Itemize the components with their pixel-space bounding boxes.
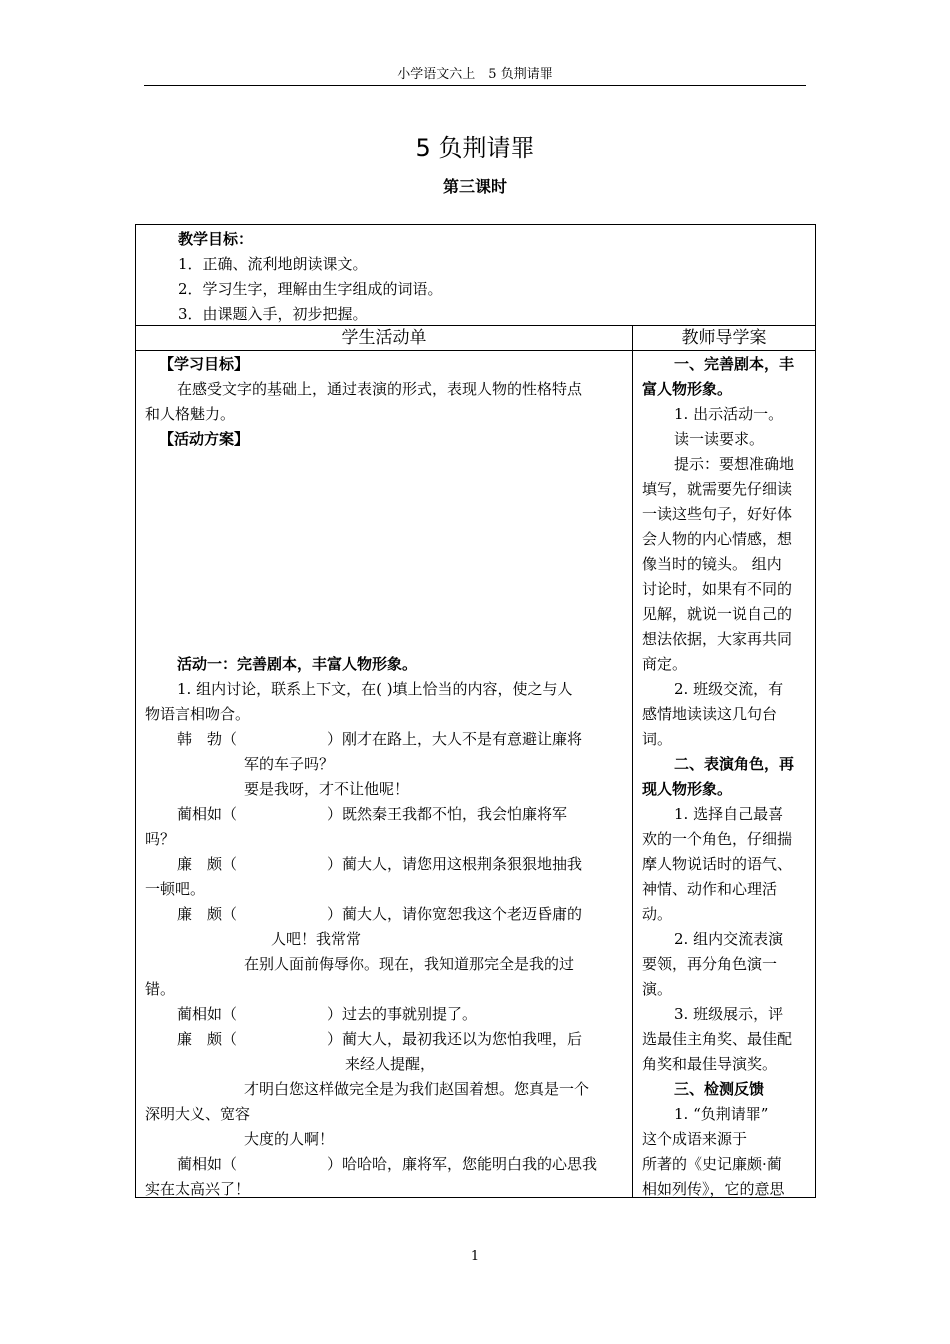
goal-item: 2．学习生字，理解由生字组成的词语。	[178, 280, 443, 298]
section-title: 二、表演角色，再	[674, 755, 795, 773]
guide-text: 2. 班级交流，有	[674, 680, 784, 698]
plan-heading: 【活动方案】	[159, 430, 250, 448]
guide-text: 所著的《史记廉颇·蔺	[642, 1155, 782, 1173]
guide-text: 像当时的镜头。 组内	[642, 555, 782, 573]
script-line: 来经人提醒，	[345, 1055, 436, 1073]
teaching-goals-box	[135, 224, 816, 326]
lesson-subtitle: 第三课时	[442, 177, 507, 196]
guide-text: 读一读要求。	[674, 430, 765, 448]
guide-text: 想法依据，大家再共同	[642, 630, 793, 648]
script-line: 蔺相如（ ）过去的事就别提了。	[177, 1005, 478, 1023]
student-activity-cell	[135, 350, 633, 1198]
guide-text: 一读这些句子，好好体	[642, 505, 793, 523]
guide-text: 会人物的内心情感，想	[642, 530, 793, 548]
lesson-title: 5 负荆请罪	[415, 134, 535, 162]
script-line: 军的车子吗？	[244, 755, 335, 773]
script-line: 韩 勃（ ）刚才在路上，大人不是有意避让廉将	[177, 730, 583, 748]
teacher-guide-cell	[632, 350, 816, 1198]
guide-text: 演。	[642, 980, 673, 998]
script-line: 实在太高兴了！	[145, 1180, 251, 1198]
script-line: 蔺相如（ ）既然秦王我都不怕，我会怕廉将军	[177, 805, 568, 823]
goal-item: 3．由课题入手，初步把握。	[178, 305, 368, 323]
goal-item: 1．正确、流利地朗读课文。	[178, 255, 368, 273]
task-text: 1. 组内讨论，联系上下文，在( )填上恰当的内容，使之与人	[177, 680, 573, 698]
guide-text: 1. 出示活动一。	[674, 405, 784, 423]
guide-text: 摩人物说话时的语气、	[642, 855, 793, 873]
guide-text: 角奖和最佳导演奖。	[642, 1055, 778, 1073]
guide-text: 1. “负荆请罪”	[674, 1105, 769, 1123]
script-line: 廉 颇（ ）蔺大人，请您用这根荆条狠狠地抽我	[177, 855, 583, 873]
page-number: 1	[470, 1249, 480, 1264]
header-rule	[144, 85, 806, 86]
script-line: 大度的人啊！	[244, 1130, 335, 1148]
study-goal-heading: 【学习目标】	[159, 355, 250, 373]
script-line: 错。	[145, 980, 176, 998]
guide-text: 感情地读读这几句台	[642, 705, 778, 723]
guide-text: 讨论时，如果有不同的	[642, 580, 793, 598]
script-line: 廉 颇（ ）蔺大人，请你宽恕我这个老迈昏庸的	[177, 905, 583, 923]
guide-text: 词。	[642, 730, 673, 748]
guide-text: 欢的一个角色，仔细揣	[642, 830, 793, 848]
guide-text: 要领，再分角色演一	[642, 955, 778, 973]
column-header-student: 学生活动单	[135, 325, 633, 351]
goals-heading: 教学目标：	[178, 230, 254, 248]
guide-text: 商定。	[642, 655, 688, 673]
script-line: 深明大义、宽容	[145, 1105, 251, 1123]
task-text: 物语言相吻合。	[145, 705, 251, 723]
activity1-heading: 活动一：完善剧本，丰富人物形象。	[177, 655, 418, 673]
guide-text: 动。	[642, 905, 673, 923]
study-goal-text: 和人格魅力。	[145, 405, 236, 423]
guide-text: 这个成语来源于	[642, 1130, 748, 1148]
script-line: 吗？	[145, 830, 176, 848]
script-line: 才明白您这样做完全是为我们赵国着想。您真是一个	[244, 1080, 590, 1098]
guide-text: 1. 选择自己最喜	[674, 805, 784, 823]
guide-text: 见解，就说一说自己的	[642, 605, 793, 623]
section-title: 一、完善剧本，丰	[674, 355, 795, 373]
section-title: 富人物形象。	[642, 380, 733, 398]
script-line: 人吧！我常常	[271, 930, 362, 948]
column-header-teacher: 教师导学案	[632, 325, 816, 351]
guide-text: 神情、动作和心理活	[642, 880, 778, 898]
section-title: 三、检测反馈	[674, 1080, 765, 1098]
script-line: 在别人面前侮辱你。现在，我知道那完全是我的过	[244, 955, 575, 973]
guide-text: 相如列传》，它的意思	[642, 1180, 785, 1198]
guide-text: 3. 班级展示，评	[674, 1005, 784, 1023]
guide-text: 提示：要想准确地	[674, 455, 795, 473]
script-line: 要是我呀，才不让他呢！	[244, 780, 410, 798]
section-title: 现人物形象。	[642, 780, 733, 798]
script-line: 一顿吧。	[145, 880, 206, 898]
guide-text: 填写，就需要先仔细读	[642, 480, 793, 498]
study-goal-text: 在感受文字的基础上，通过表演的形式，表现人物的性格特点	[177, 380, 583, 398]
script-line: 廉 颇（ ）蔺大人，最初我还以为您怕我哩，后	[177, 1030, 583, 1048]
blank-space	[145, 452, 623, 652]
page-header: 小学语文六上 5 负荆请罪	[397, 67, 553, 82]
guide-text: 选最佳主角奖、最佳配	[642, 1030, 793, 1048]
guide-text: 2. 组内交流表演	[674, 930, 784, 948]
script-line: 蔺相如（ ）哈哈哈，廉将军，您能明白我的心思我	[177, 1155, 598, 1173]
